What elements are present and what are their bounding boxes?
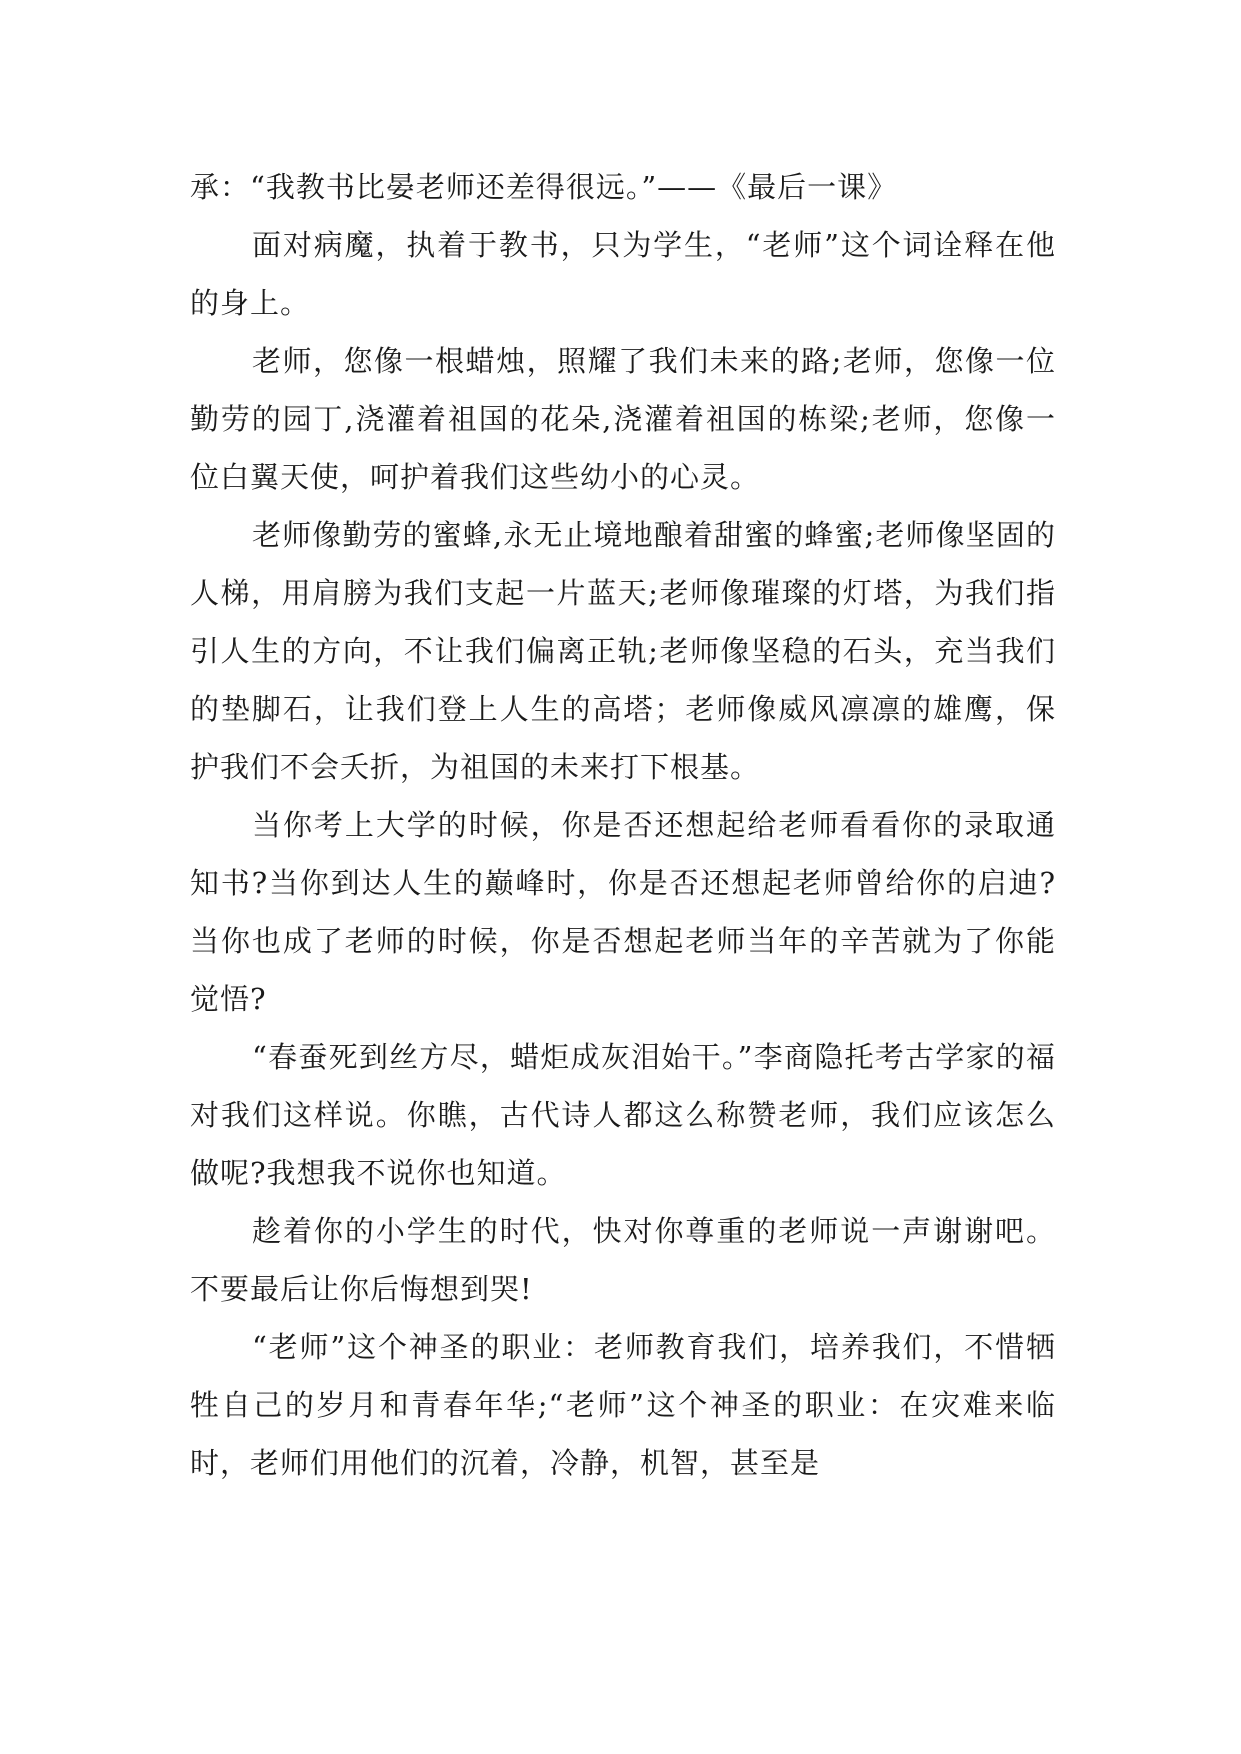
paragraph-3: 老师，您像一根蜡烛，照耀了我们未来的路;老师，您像一位勤劳的园丁,浇灌着祖国的花朵,浇灌着祖国的栋梁;老师，您像一位白翼天使，呵护着我们这些幼小的心灵。	[190, 344, 1056, 494]
paragraph-2: 面对病魔，执着于教书，只为学生，“老师”这个词诠释在他的身上。	[190, 228, 1056, 320]
paragraph-8: “老师”这个神圣的职业：老师教育我们，培养我们，不惜牺牲自己的岁月和青春年华;“老师”这个神圣的职业：在灾难来临时，老师们用他们的沉着，冷静，机智，甚至是	[190, 1330, 1056, 1480]
paragraph-4: 老师像勤劳的蜜蜂,永无止境地酿着甜蜜的蜂蜜;老师像坚固的人梯，用肩膀为我们支起一片蓝天;老师像璀璨的灯塔，为我们指引人生的方向，不让我们偏离正轨;老师像坚稳的石头，充当我们的垫脚石，让我们登上人生的高塔；老师像威风凛凛的雄鹰，保护我们不会夭折，为祖国的未来打下根基。	[190, 518, 1056, 784]
paragraph-5: 当你考上大学的时候，你是否还想起给老师看看你的录取通知书?当你到达人生的巅峰时，你是否还想起老师曾给你的启迪?当你也成了老师的时候，你是否想起老师当年的辛苦就为了你能觉悟?	[190, 808, 1056, 1016]
paragraph-6: “春蚕死到丝方尽，蜡炬成灰泪始干。”李商隐托考古学家的福对我们这样说。你瞧，古代诗人都这么称赞老师，我们应该怎么做呢?我想我不说你也知道。	[190, 1040, 1056, 1190]
document-page	[190, 158, 1056, 1492]
paragraph-7: 趁着你的小学生的时代，快对你尊重的老师说一声谢谢吧。不要最后让你后悔想到哭!	[190, 1214, 1056, 1306]
paragraph-1: 承：“我教书比晏老师还差得很远。”——《最后一课》	[190, 170, 898, 204]
